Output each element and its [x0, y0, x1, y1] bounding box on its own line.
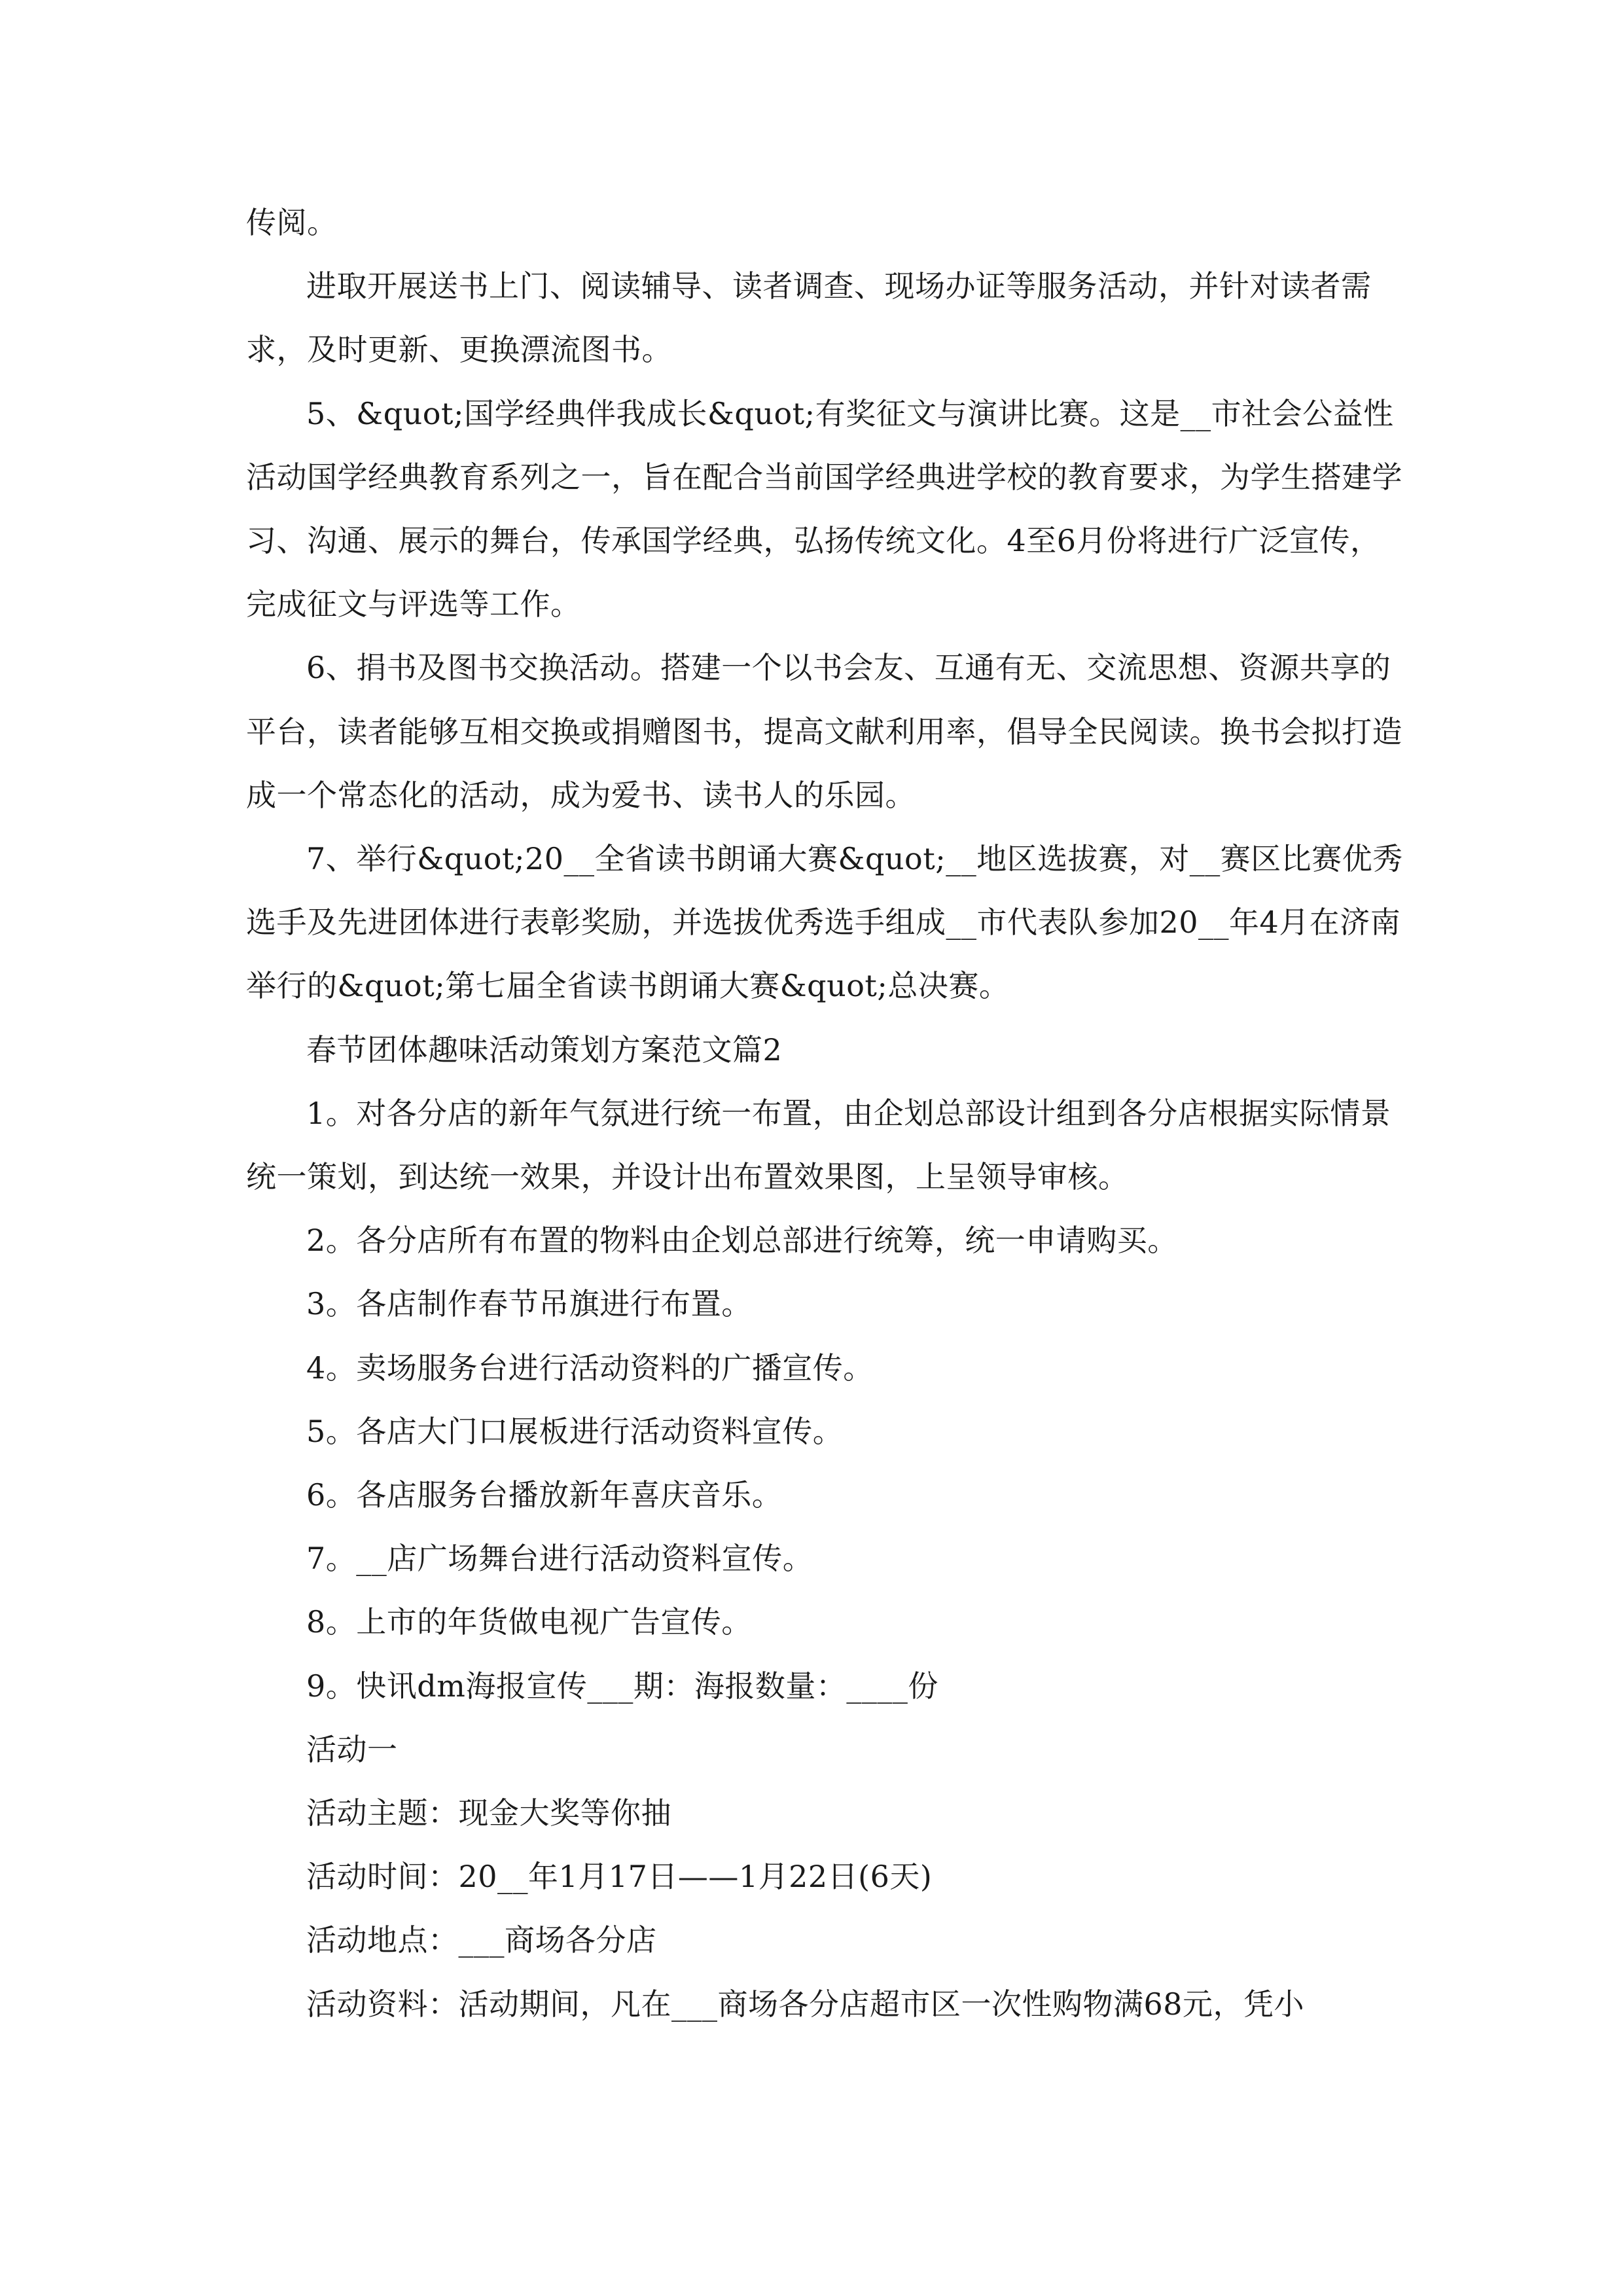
paragraph: 5。各店大门口展板进行活动资料宣传。 [306, 1413, 844, 1449]
paragraph: 4。卖场服务台进行活动资料的广播宣传。 [306, 1350, 874, 1386]
paragraph: 5、&quot;国学经典伴我成长&quot;有奖征文与演讲比赛。这是__市社会公益性活动国学经典教育系列之一，旨在配合当前国学经典进学校的教育要求，为学生搭建学习、沟通、展示的舞台，传承国学经典，弘扬传统文化。4至6月份将进行广泛宣传，完成征文与评选等工作。 [246, 395, 1402, 622]
activity-time: 活动时间：20__年1月17日——1月22日(6天) [306, 1859, 933, 1895]
paragraph: 传阅。 [246, 205, 338, 240]
document-body [246, 191, 1411, 2036]
paragraph: 6、捐书及图书交换活动。搭建一个以书会友、互通有无、交流思想、资源共享的平台，读者能够互相交换或捐赠图书，提高文献利用率，倡导全民阅读。换书会拟打造成一个常态化的活动，成为爱书、读书人的乐园。 [246, 650, 1402, 813]
paragraph: 9。快讯dm海报宣传___期：海报数量：____份 [306, 1668, 938, 1704]
activity-heading: 活动一 [306, 1731, 398, 1767]
activity-content: 活动资料：活动期间，凡在___商场各分店超市区一次性购物满68元，凭小 [306, 1986, 1305, 2022]
paragraph: 7、举行&quot;20__全省读书朗诵大赛&quot;__地区选拔赛，对__赛区比赛优秀选手及先进团体进行表彰奖励，并选拔优秀选手组成__市代表队参加20__年4月在济南举行的&quot;第七届全省读书朗诵大赛&quot;总决赛。 [246, 841, 1403, 1004]
paragraph: 进取开展送书上门、阅读辅导、读者调查、现场办证等服务活动，并针对读者需求，及时更新、更换漂流图书。 [246, 268, 1372, 368]
paragraph: 1。对各分店的新年气氛进行统一布置，由企划总部设计组到各分店根据实际情景统一策划，到达统一效果，并设计出布置效果图，上呈领导审核。 [246, 1095, 1391, 1195]
activity-location: 活动地点：___商场各分店 [306, 1922, 657, 1958]
paragraph: 8。上市的年货做电视广告宣传。 [306, 1604, 752, 1640]
paragraph: 7。__店广场舞台进行活动资料宣传。 [306, 1541, 813, 1577]
paragraph: 3。各店制作春节吊旗进行布置。 [306, 1286, 752, 1322]
paragraph: 6。各店服务台播放新年喜庆音乐。 [306, 1477, 783, 1513]
activity-theme: 活动主题：现金大奖等你抽 [306, 1795, 671, 1831]
section-heading: 春节团体趣味活动策划方案范文篇2 [306, 1031, 783, 1067]
paragraph: 2。各分店所有布置的物料由企划总部进行统筹，统一申请购买。 [306, 1223, 1178, 1259]
